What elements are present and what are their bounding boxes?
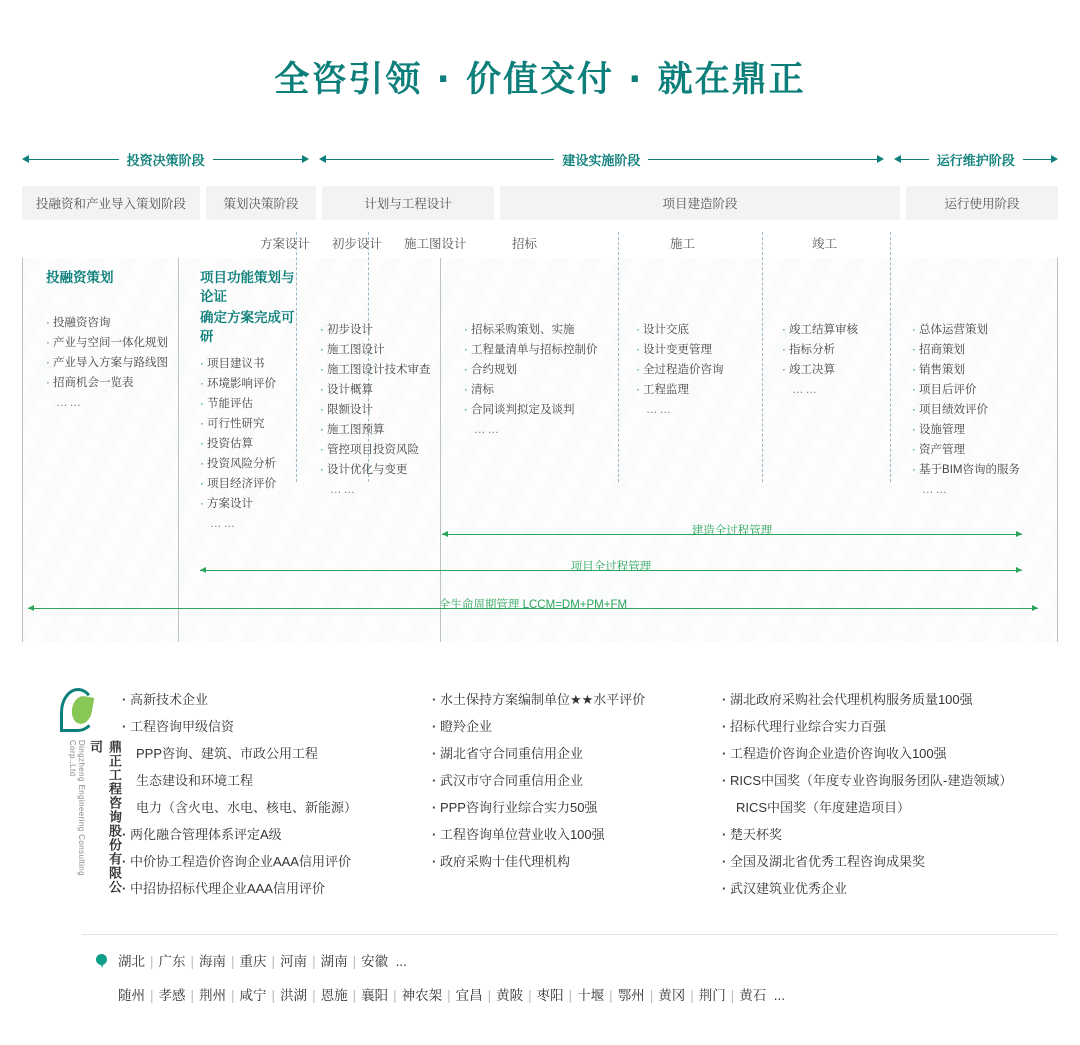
list-more: …… xyxy=(792,384,819,396)
list-item: · 施工图设计技术审查 xyxy=(320,360,450,380)
city: 恩施 xyxy=(320,988,348,1003)
column-list xyxy=(636,320,756,420)
province: 海南 xyxy=(199,954,227,969)
arrow-line xyxy=(213,159,303,160)
city: 随州 xyxy=(118,988,145,1003)
credential-item: · 两化融合管理体系评定A级 xyxy=(122,821,357,848)
list-item: · 工程量清单与招标控制价 xyxy=(464,340,614,360)
column-heading: 项目功能策划与论证 xyxy=(200,270,295,304)
list-item: · 招商机会一览表 xyxy=(46,373,176,393)
list-more: …… xyxy=(646,404,673,416)
credentials-list xyxy=(122,686,357,902)
province: 河南 xyxy=(280,954,308,969)
credential-item: · 水土保持方案编制单位★★水平评价 xyxy=(432,686,645,713)
arrow-left-icon xyxy=(319,155,326,163)
list-item: · 基于BIM咨询的服务 xyxy=(912,460,1052,480)
divider-line xyxy=(1057,258,1058,642)
list-item: · 施工图预算 xyxy=(320,420,450,440)
lifecycle-diagram xyxy=(22,258,1058,642)
list-item: · 投资估算 xyxy=(200,434,296,454)
list-item: · 节能评估 xyxy=(200,394,296,414)
arrow-line xyxy=(648,159,876,160)
list-item: · 竣工结算审核 xyxy=(782,320,892,340)
list-item: · 项目后评价 xyxy=(912,380,1052,400)
list-item: · 总体运营策划 xyxy=(912,320,1052,340)
column-feasibility xyxy=(200,268,296,534)
credential-item: · 工程咨询单位营业收入100强 xyxy=(432,821,645,848)
section-divider xyxy=(82,934,1058,935)
column-investment-planning xyxy=(46,268,176,413)
phase-label: 投资决策阶段 xyxy=(126,152,205,168)
city: 咸宁 xyxy=(239,988,267,1003)
list-more: …… xyxy=(474,424,501,436)
province: 安徽 xyxy=(361,954,389,969)
column-completion xyxy=(782,320,892,400)
list-item: · 清标 xyxy=(464,380,614,400)
list-item: · 产业与空间一体化规划 xyxy=(46,333,176,353)
list-more: …… xyxy=(56,397,83,409)
substage-label: 施工 xyxy=(670,237,696,251)
arrow-line xyxy=(901,159,929,160)
span-label: 项目全过程管理 xyxy=(570,561,652,573)
list-item: · 设计变更管理 xyxy=(636,340,756,360)
dashed-divider xyxy=(762,232,763,482)
column-list xyxy=(782,320,892,400)
phase-arrow-investment xyxy=(22,148,309,170)
span-label: 建造全过程管理 xyxy=(691,525,773,537)
column-list xyxy=(320,320,450,500)
divider-line xyxy=(22,258,23,642)
substage-label: 竣工 xyxy=(812,237,838,251)
list-item: · 招商策划 xyxy=(912,340,1052,360)
credential-item: · 全国及湖北省优秀工程咨询成果奖 xyxy=(722,848,1012,875)
city: 枣阳 xyxy=(536,988,564,1003)
city: 十堰 xyxy=(577,988,605,1003)
column-tendering xyxy=(464,320,614,440)
credential-item: · 武汉建筑业优秀企业 xyxy=(722,875,1012,902)
arrow-right-icon xyxy=(302,155,309,163)
substage-label: 招标 xyxy=(512,237,538,251)
stage-box: 计划与工程设计 xyxy=(322,186,494,220)
stage-box: 策划决策阶段 xyxy=(206,186,316,220)
credential-item: · 楚天杯奖 xyxy=(722,821,1012,848)
city: 鄂州 xyxy=(617,988,645,1003)
city: 黄冈 xyxy=(658,988,686,1003)
city: 洪湖 xyxy=(280,988,308,1003)
credentials-column-1 xyxy=(122,686,357,902)
column-construction xyxy=(636,320,756,420)
list-item: · 设计优化与变更 xyxy=(320,460,450,480)
page-title: 全咨引领 · 价值交付 · 就在鼎正 xyxy=(274,60,806,100)
credential-item: · 政府采购十佳代理机构 xyxy=(432,848,645,875)
credential-item: · 工程造价咨询企业造价咨询收入100强 xyxy=(722,740,1012,767)
credentials-list xyxy=(722,686,1012,902)
provinces-line: 湖北 | 广东 | 海南 | 重庆 | 河南 | 湖南 | 安徽 ... xyxy=(22,945,1058,979)
province: 广东 xyxy=(158,954,186,969)
stage-box: 投融资和产业导入策划阶段 xyxy=(22,186,200,220)
logo-company-name-en: Dingzheng Engineering Consulting Corp.,Ltd xyxy=(68,740,86,876)
credential-item: · 瞪羚企业 xyxy=(432,713,645,740)
list-item: · 产业导入方案与路线图 xyxy=(46,353,176,373)
list-item: · 施工图设计 xyxy=(320,340,450,360)
credential-subitem: 电力（含火电、水电、核电、新能源） xyxy=(136,800,358,815)
divider-line xyxy=(178,258,179,642)
credential-item: · RICS中国奖（年度专业咨询服务团队-建造领域） xyxy=(722,767,1012,794)
list-more: …… xyxy=(330,484,357,496)
city: 孝感 xyxy=(158,988,186,1003)
stage-box-row xyxy=(22,186,1058,220)
stage-box: 运行使用阶段 xyxy=(906,186,1058,220)
province-more: ... xyxy=(395,954,407,969)
column-list xyxy=(46,313,176,413)
credentials-list xyxy=(432,686,645,875)
city: 神农架 xyxy=(401,988,443,1003)
credentials-column-3 xyxy=(722,686,1012,902)
phase-arrow-row xyxy=(22,148,1058,170)
company-logo xyxy=(52,688,122,898)
location-pin-icon xyxy=(96,954,107,968)
list-item: · 投资风险分析 xyxy=(200,454,296,474)
arrow-right-icon xyxy=(1051,155,1058,163)
substage-row xyxy=(22,234,1058,258)
credential-subitem: PPP咨询、建筑、市政公用工程 xyxy=(136,746,319,761)
column-operation xyxy=(912,320,1052,500)
city: 黄陂 xyxy=(496,988,524,1003)
span-label: 全生命周期管理 LCCM=DM+PM+FM xyxy=(438,599,628,611)
list-item: · 设计交底 xyxy=(636,320,756,340)
list-item: · 资产管理 xyxy=(912,440,1052,460)
city: 黄石 xyxy=(739,988,767,1003)
list-item: · 限额设计 xyxy=(320,400,450,420)
phase-label: 运行维护阶段 xyxy=(936,152,1015,168)
dashed-divider xyxy=(618,232,619,482)
credential-item: · 招标代理行业综合实力百强 xyxy=(722,713,1012,740)
arrow-left-icon xyxy=(894,155,901,163)
list-item: · 项目经济评价 xyxy=(200,474,296,494)
substage-label: 方案设计 xyxy=(260,237,311,251)
list-item: · 全过程造价咨询 xyxy=(636,360,756,380)
credential-subitem: RICS中国奖（年度建造项目） xyxy=(736,800,911,815)
phase-arrow-construction xyxy=(319,148,884,170)
column-list xyxy=(200,354,296,534)
credential-item: · 工程咨询甲级信资 xyxy=(122,713,357,740)
arrow-line xyxy=(29,159,119,160)
province: 重庆 xyxy=(239,954,267,969)
column-list xyxy=(912,320,1052,500)
phase-arrow-operation xyxy=(894,148,1058,170)
credential-item: · PPP咨询行业综合实力50强 xyxy=(432,794,645,821)
list-more: …… xyxy=(922,484,949,496)
list-item: · 竣工决算 xyxy=(782,360,892,380)
column-subheading: 确定方案完成可研 xyxy=(200,310,295,344)
city: 荆州 xyxy=(199,988,227,1003)
list-item: · 设计概算 xyxy=(320,380,450,400)
list-item: · 合同谈判拟定及谈判 xyxy=(464,400,614,420)
city: 宜昌 xyxy=(455,988,483,1003)
footer-locations xyxy=(22,945,1058,1013)
list-item: · 招标采购策划、实施 xyxy=(464,320,614,340)
list-item: · 初步设计 xyxy=(320,320,450,340)
credential-item: · 中价协工程造价咨询企业AAA信用评价 xyxy=(122,848,357,875)
credential-item: · 湖北省守合同重信用企业 xyxy=(432,740,645,767)
list-item: · 项目建议书 xyxy=(200,354,296,374)
arrow-line xyxy=(326,159,554,160)
column-list xyxy=(464,320,614,440)
province: 湖南 xyxy=(320,954,348,969)
arrow-line xyxy=(1023,159,1051,160)
list-item: · 环境影响评价 xyxy=(200,374,296,394)
list-item: · 方案设计 xyxy=(200,494,296,514)
credential-item: · 武汉市守合同重信用企业 xyxy=(432,767,645,794)
credentials-section xyxy=(22,666,1058,926)
list-item: · 指标分析 xyxy=(782,340,892,360)
dashed-divider xyxy=(296,232,297,482)
list-item: · 管控项目投资风险 xyxy=(320,440,450,460)
leaf-logo-icon xyxy=(58,688,98,732)
substage-label: 施工图设计 xyxy=(404,237,467,251)
list-item: · 设施管理 xyxy=(912,420,1052,440)
substage-label: 初步设计 xyxy=(332,237,383,251)
credential-item: · 中招协招标代理企业AAA信用评价 xyxy=(122,875,357,902)
list-more: …… xyxy=(210,518,237,530)
list-item: · 投融资咨询 xyxy=(46,313,176,333)
city-more: ... xyxy=(773,988,786,1003)
credential-subitem: 生态建设和环境工程 xyxy=(136,773,254,788)
column-design xyxy=(320,320,450,500)
stage-box: 项目建造阶段 xyxy=(500,186,900,220)
city: 襄阳 xyxy=(361,988,389,1003)
credentials-column-2 xyxy=(432,686,645,875)
province: 湖北 xyxy=(118,954,145,969)
phase-label: 建设实施阶段 xyxy=(562,152,641,168)
credential-item: · 高新技术企业 xyxy=(122,686,357,713)
list-item: · 项目绩效评价 xyxy=(912,400,1052,420)
arrow-right-icon xyxy=(877,155,884,163)
list-item: · 工程监理 xyxy=(636,380,756,400)
credential-item: · 湖北政府采购社会代理机构服务质量100强 xyxy=(722,686,1012,713)
list-item: · 可行性研究 xyxy=(200,414,296,434)
city: 荆门 xyxy=(698,988,726,1003)
cities-line: 随州 | 孝感 | 荆州 | 咸宁 | 洪湖 | 恩施 | 襄阳 | 神农架 | 宜昌 | 黄陂 | 枣阳 | 十堰 | 鄂州 | 黄冈 | 荆门 | 黄石 ... xyxy=(118,988,786,1003)
list-item: · 合约规划 xyxy=(464,360,614,380)
logo-company-name-cn: 鼎正工程咨询股份有限公司 xyxy=(88,740,122,894)
column-heading: 投融资策划 xyxy=(46,270,114,285)
arrow-left-icon xyxy=(22,155,29,163)
list-item: · 销售策划 xyxy=(912,360,1052,380)
